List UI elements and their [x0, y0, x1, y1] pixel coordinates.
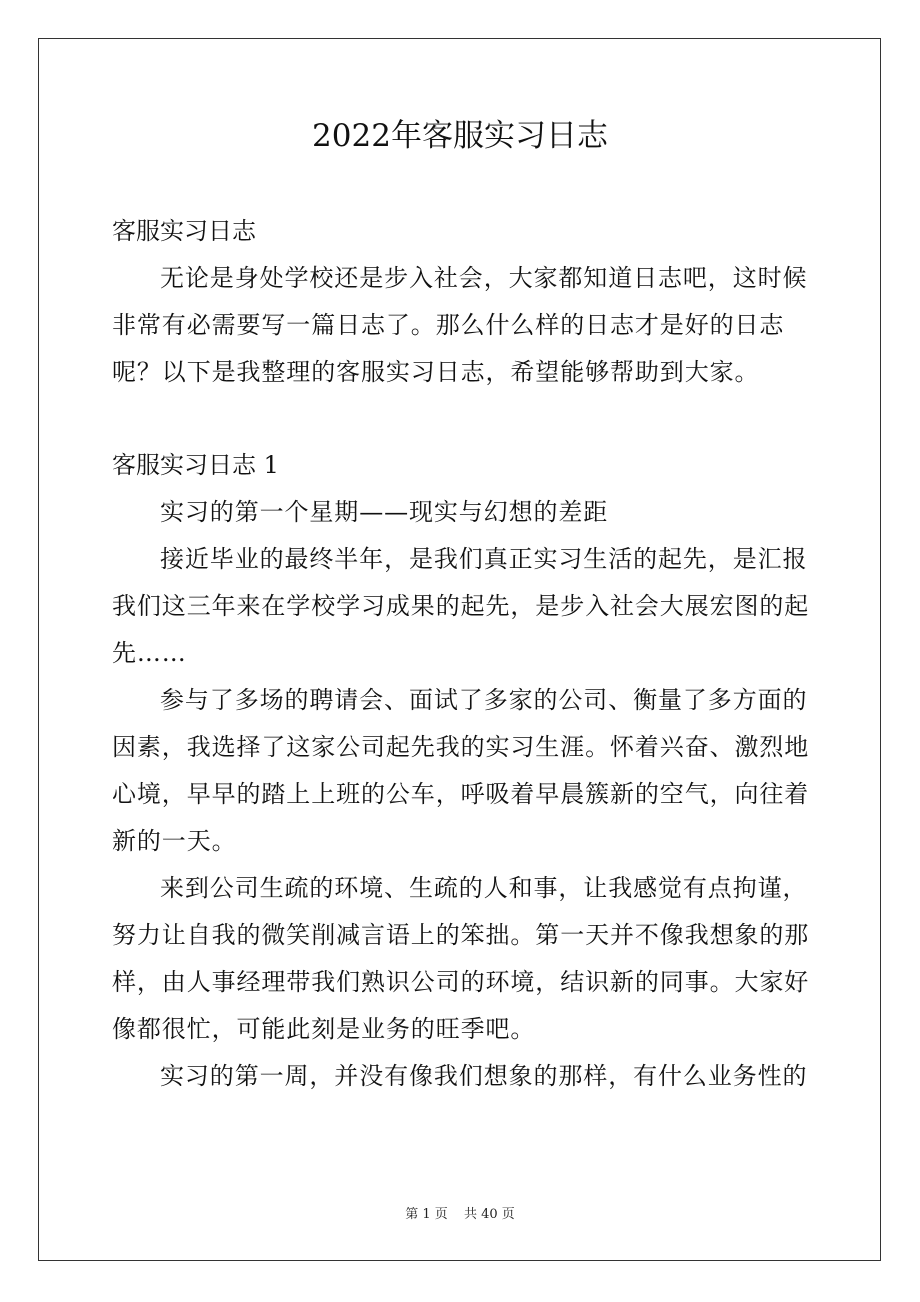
document-title: 2022年客服实习日志 — [312, 118, 608, 154]
paragraph: 接近毕业的最终半年，是我们真正实习生活的起先，是汇报我们这三年来在学校学习成果的起先，是步入社会大展宏图的起先…… — [112, 545, 810, 667]
intro-paragraph: 无论是身处学校还是步入社会，大家都知道日志吧，这时候非常有必需要写一篇日志了。那么什么样的日志才是好的日志呢？以下是我整理的客服实习日志，希望能够帮助到大家。 — [112, 264, 808, 386]
section-heading: 客服实习日志 1 — [112, 451, 279, 479]
paragraph: 参与了多场的聘请会、面试了多家的公司、衡量了多方面的因素，我选择了这家公司起先我的实习生涯。怀着兴奋、激烈地心境，早早的踏上上班的公车，呼吸着早晨簇新的空气，向往着新的一天。 — [112, 686, 810, 855]
subtitle: 客服实习日志 — [112, 217, 256, 245]
document-body — [112, 208, 824, 1100]
page-total: 共 40 页 — [463, 1207, 515, 1222]
paragraph: 来到公司生疏的环境、生疏的人和事，让我感觉有点拘谨，努力让自我的微笑削减言语上的笨拙。第一天并不像我想象的那样，由人事经理带我们熟识公司的环境，结识新的同事。大家好像都很忙，可能此刻是业务的旺季吧。 — [112, 874, 810, 1043]
paragraph: 实习的第一周，并没有像我们想象的那样，有什么业务性的 — [160, 1062, 808, 1090]
page-number: 第 1 页 — [405, 1207, 448, 1222]
page-footer — [0, 1205, 920, 1225]
paragraph-topic: 实习的第一个星期——现实与幻想的差距 — [160, 498, 609, 526]
